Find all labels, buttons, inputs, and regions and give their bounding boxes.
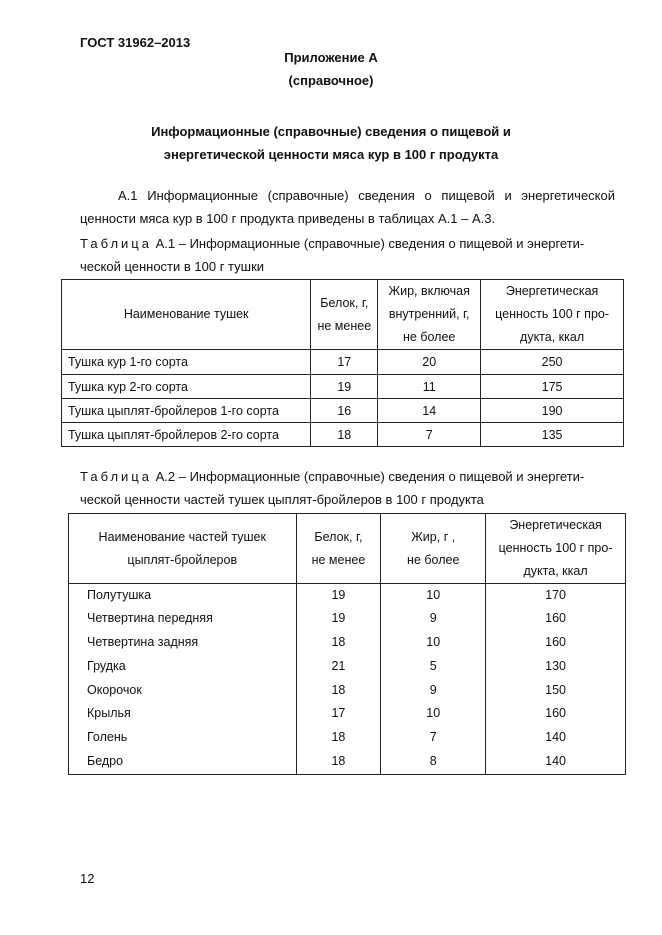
page-number: 12 xyxy=(80,871,95,886)
row-protein: 21 xyxy=(296,654,381,678)
header-energy: Энергетическая ценность 100 г про- дукта, ккал xyxy=(486,514,626,584)
row-protein: 19 xyxy=(296,607,381,630)
standard-number: ГОСТ 31962–2013 xyxy=(80,35,191,50)
row-protein: 18 xyxy=(296,630,381,654)
row-fat: 8 xyxy=(381,749,486,775)
table2-caption-text: А.2 – Информационные (справочные) сведения о пищевой и энергети- xyxy=(155,469,585,484)
row-energy: 250 xyxy=(481,350,624,375)
row-energy: 190 xyxy=(481,399,624,423)
table-row xyxy=(69,702,626,725)
table-row xyxy=(62,423,624,447)
row-name: Тушка цыплят-бройлеров 2-го сорта xyxy=(62,423,311,447)
nutrition-table-2 xyxy=(68,513,626,775)
header-fat: Жир, г , не более xyxy=(381,514,486,584)
table1-caption-line-2: ческой ценности в 100 г тушки xyxy=(80,259,265,274)
table-row xyxy=(62,350,624,375)
row-protein: 17 xyxy=(311,350,378,375)
row-protein: 18 xyxy=(296,678,381,702)
table-header-row xyxy=(69,514,626,584)
table-row xyxy=(69,678,626,702)
row-protein: 19 xyxy=(311,375,378,399)
heading-line-2: энергетической ценности мяса кур в 100 г продукта xyxy=(163,147,499,162)
row-energy: 140 xyxy=(486,749,626,775)
row-fat: 9 xyxy=(381,678,486,702)
row-energy: 175 xyxy=(481,375,624,399)
header-name: Наименование тушек xyxy=(62,280,311,350)
row-name: Голень xyxy=(69,725,297,749)
table1-caption-label: Таблица xyxy=(80,236,152,251)
row-fat: 7 xyxy=(381,725,486,749)
row-protein: 18 xyxy=(296,725,381,749)
table2-caption xyxy=(80,465,615,511)
table-row xyxy=(62,375,624,399)
row-name: Тушка кур 2-го сорта xyxy=(62,375,311,399)
table-row xyxy=(69,607,626,630)
row-energy: 160 xyxy=(486,607,626,630)
table-row xyxy=(69,749,626,775)
row-name: Тушка кур 1-го сорта xyxy=(62,350,311,375)
row-fat: 10 xyxy=(381,630,486,654)
appendix-title: Приложение А xyxy=(284,50,378,65)
row-protein: 18 xyxy=(296,749,381,775)
row-name: Грудка xyxy=(69,654,297,678)
row-name: Четвертина передняя xyxy=(69,607,297,630)
table2-caption-label: Таблица xyxy=(80,469,152,484)
table1-caption xyxy=(80,232,615,278)
table1-caption-line-1 xyxy=(80,232,615,255)
row-protein: 16 xyxy=(311,399,378,423)
intro-line-1: А.1 Информационные (справочные) сведения о пищевой и энергетической xyxy=(118,188,615,203)
row-energy: 135 xyxy=(481,423,624,447)
row-energy: 160 xyxy=(486,630,626,654)
row-energy: 150 xyxy=(486,678,626,702)
row-energy: 130 xyxy=(486,654,626,678)
section-heading xyxy=(0,120,662,166)
table-row xyxy=(69,630,626,654)
row-fat: 20 xyxy=(378,350,481,375)
header-protein: Белок, г, не менее xyxy=(311,280,378,350)
row-protein: 19 xyxy=(296,584,381,607)
heading-line-1: Информационные (справочные) сведения о пищевой и xyxy=(151,124,511,139)
header-energy: Энергетическая ценность 100 г про- дукта, ккал xyxy=(481,280,624,350)
row-energy: 160 xyxy=(486,702,626,725)
row-name: Бедро xyxy=(69,749,297,775)
table-row xyxy=(69,584,626,607)
table-row xyxy=(69,654,626,678)
table2-caption-line-1 xyxy=(80,465,615,488)
table1-caption-text: А.1 – Информационные (справочные) сведения о пищевой и энергети- xyxy=(155,236,585,251)
row-name: Крылья xyxy=(69,702,297,725)
row-fat: 11 xyxy=(378,375,481,399)
row-name: Четвертина задняя xyxy=(69,630,297,654)
row-name: Полутушка xyxy=(69,584,297,607)
table-row xyxy=(62,399,624,423)
row-fat: 5 xyxy=(381,654,486,678)
header-name: Наименование частей тушек цыплят-бройлеров xyxy=(69,514,297,584)
intro-line-2: ценности мяса кур в 100 г продукта приведены в таблицах А.1 – А.3. xyxy=(80,211,496,226)
row-name: Тушка цыплят-бройлеров 1-го сорта xyxy=(62,399,311,423)
header-protein: Белок, г, не менее xyxy=(296,514,381,584)
header-fat: Жир, включая внутренний, г, не более xyxy=(378,280,481,350)
row-energy: 140 xyxy=(486,725,626,749)
nutrition-table-1 xyxy=(61,279,624,447)
row-fat: 9 xyxy=(381,607,486,630)
row-energy: 170 xyxy=(486,584,626,607)
row-fat: 7 xyxy=(378,423,481,447)
appendix-subtitle: (справочное) xyxy=(288,73,374,88)
row-protein: 18 xyxy=(311,423,378,447)
intro-paragraph xyxy=(80,184,615,230)
table-row xyxy=(69,725,626,749)
row-name: Окорочок xyxy=(69,678,297,702)
row-fat: 10 xyxy=(381,702,486,725)
row-fat: 14 xyxy=(378,399,481,423)
table-header-row xyxy=(62,280,624,350)
row-fat: 10 xyxy=(381,584,486,607)
table2-caption-line-2: ческой ценности частей тушек цыплят-бройлеров в 100 г продукта xyxy=(80,492,484,507)
row-protein: 17 xyxy=(296,702,381,725)
